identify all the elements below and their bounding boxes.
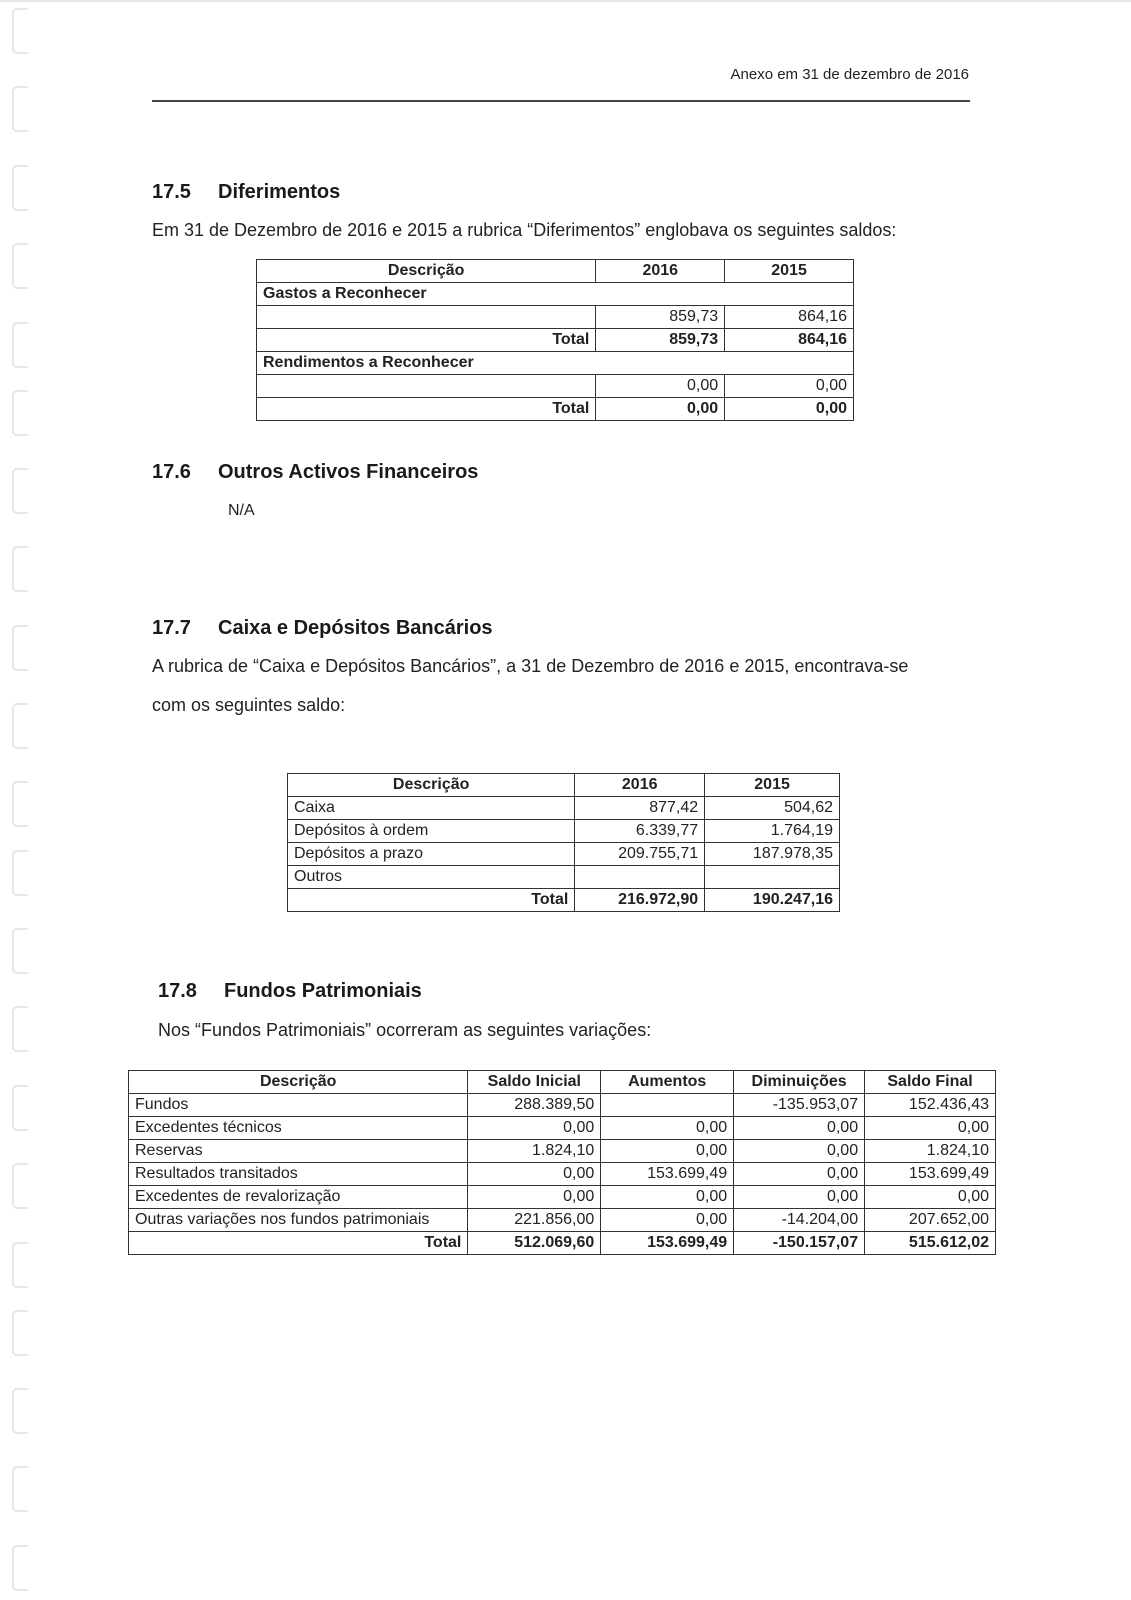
section-intro-line: com os seguintes saldo: — [152, 695, 346, 715]
section-title: Diferimentos — [218, 181, 341, 203]
column-header: Descrição — [129, 1071, 468, 1094]
binder-hole-icon — [12, 165, 28, 211]
section-intro-line: A rubrica de “Caixa e Depósitos Bancários”, a 31 de Dezembro de 2016 e 2015, encontrava-se — [152, 656, 909, 676]
cell-2016: 877,42 — [575, 797, 705, 820]
binder-hole-icon — [12, 1242, 28, 1288]
cell-2016 — [575, 866, 705, 889]
total-saldo-final: 515.612,02 — [865, 1232, 996, 1255]
cell-diminuicoes: 0,00 — [734, 1117, 865, 1140]
table-row — [129, 1163, 996, 1186]
section-number: 17.8 — [158, 980, 197, 1002]
cell-diminuicoes: 0,00 — [734, 1186, 865, 1209]
binder-hole-icon — [12, 243, 28, 289]
total-label: Total — [257, 329, 596, 352]
binder-hole-icon — [12, 1163, 28, 1209]
group-label: Rendimentos a Reconhecer — [257, 352, 854, 375]
group-label-row — [257, 283, 854, 306]
cell-2015: 864,16 — [725, 306, 854, 329]
table-row — [288, 866, 840, 889]
section-title: Fundos Patrimoniais — [224, 980, 422, 1002]
table-row — [288, 843, 840, 866]
caixa-depositos-table — [287, 773, 840, 912]
table-row — [129, 1094, 996, 1117]
total-label: Total — [129, 1232, 468, 1255]
row-label: Outras variações nos fundos patrimoniais — [129, 1209, 468, 1232]
table-row — [129, 1209, 996, 1232]
table-row — [288, 797, 840, 820]
cell-saldo-inicial: 0,00 — [468, 1117, 601, 1140]
row-label: Excedentes técnicos — [129, 1117, 468, 1140]
total-saldo-inicial: 512.069,60 — [468, 1232, 601, 1255]
binder-hole-icon — [12, 390, 28, 436]
binder-hole-icon — [12, 8, 28, 54]
table-header-row — [129, 1071, 996, 1094]
row-label — [257, 375, 596, 398]
section-title: Outros Activos Financeiros — [218, 461, 479, 483]
cell-diminuicoes: -14.204,00 — [734, 1209, 865, 1232]
cell-2016: 859,73 — [596, 306, 725, 329]
total-label: Total — [288, 889, 575, 912]
cell-saldo-inicial: 0,00 — [468, 1186, 601, 1209]
cell-2016: 0,00 — [596, 375, 725, 398]
total-2015: 0,00 — [725, 398, 854, 421]
cell-saldo-final: 0,00 — [865, 1186, 996, 1209]
column-header: Descrição — [257, 260, 596, 283]
table-header-row — [288, 774, 840, 797]
cell-2015: 0,00 — [725, 375, 854, 398]
cell-aumentos: 0,00 — [601, 1209, 734, 1232]
cell-saldo-inicial: 0,00 — [468, 1163, 601, 1186]
cell-saldo-inicial: 288.389,50 — [468, 1094, 601, 1117]
binder-holes — [8, 0, 38, 1600]
binder-hole-icon — [12, 1085, 28, 1131]
cell-saldo-final: 1.824,10 — [865, 1140, 996, 1163]
row-label: Fundos — [129, 1094, 468, 1117]
column-header: Saldo Final — [865, 1071, 996, 1094]
cell-2015: 187.978,35 — [705, 843, 840, 866]
total-row — [257, 329, 854, 352]
binder-hole-icon — [12, 468, 28, 514]
page-edge — [0, 0, 1131, 2]
cell-saldo-final: 152.436,43 — [865, 1094, 996, 1117]
binder-hole-icon — [12, 546, 28, 592]
column-header: 2016 — [596, 260, 725, 283]
column-header: 2015 — [705, 774, 840, 797]
binder-hole-icon — [12, 625, 28, 671]
table-header-row — [257, 260, 854, 283]
binder-hole-icon — [12, 781, 28, 827]
total-2015: 864,16 — [725, 329, 854, 352]
table-row — [129, 1186, 996, 1209]
column-header: Diminuições — [734, 1071, 865, 1094]
cell-saldo-final: 0,00 — [865, 1117, 996, 1140]
row-label: Depósitos a prazo — [288, 843, 575, 866]
column-header: Saldo Inicial — [468, 1071, 601, 1094]
row-label — [257, 306, 596, 329]
cell-saldo-inicial: 1.824,10 — [468, 1140, 601, 1163]
cell-2016: 209.755,71 — [575, 843, 705, 866]
total-row — [129, 1232, 996, 1255]
row-label: Resultados transitados — [129, 1163, 468, 1186]
cell-saldo-final: 207.652,00 — [865, 1209, 996, 1232]
cell-2015: 504,62 — [705, 797, 840, 820]
row-label: Reservas — [129, 1140, 468, 1163]
cell-aumentos: 153.699,49 — [601, 1163, 734, 1186]
section-number: 17.6 — [152, 461, 191, 483]
header-divider — [152, 100, 970, 102]
table-row — [129, 1117, 996, 1140]
total-2015: 190.247,16 — [705, 889, 840, 912]
binder-hole-icon — [12, 1545, 28, 1591]
binder-hole-icon — [12, 1388, 28, 1434]
diferimentos-table — [256, 259, 854, 421]
total-label: Total — [257, 398, 596, 421]
group-label-row — [257, 352, 854, 375]
row-label: Outros — [288, 866, 575, 889]
cell-2016: 6.339,77 — [575, 820, 705, 843]
row-label: Excedentes de revalorização — [129, 1186, 468, 1209]
cell-diminuicoes: 0,00 — [734, 1163, 865, 1186]
column-header: 2015 — [725, 260, 854, 283]
section-heading-17-6 — [152, 461, 478, 484]
cell-aumentos: 0,00 — [601, 1140, 734, 1163]
binder-hole-icon — [12, 322, 28, 368]
section-number: 17.7 — [152, 617, 191, 639]
cell-diminuicoes: -135.953,07 — [734, 1094, 865, 1117]
total-row — [288, 889, 840, 912]
total-2016: 859,73 — [596, 329, 725, 352]
binder-hole-icon — [12, 928, 28, 974]
section-body: N/A — [228, 502, 255, 519]
column-header: Aumentos — [601, 1071, 734, 1094]
row-label: Depósitos à ordem — [288, 820, 575, 843]
table-row — [257, 306, 854, 329]
table-row — [288, 820, 840, 843]
cell-saldo-inicial: 221.856,00 — [468, 1209, 601, 1232]
cell-2015 — [705, 866, 840, 889]
binder-hole-icon — [12, 703, 28, 749]
total-2016: 216.972,90 — [575, 889, 705, 912]
total-diminuicoes: -150.157,07 — [734, 1232, 865, 1255]
column-header: 2016 — [575, 774, 705, 797]
cell-aumentos — [601, 1094, 734, 1117]
section-intro: Nos “Fundos Patrimoniais” ocorreram as seguintes variações: — [158, 1020, 652, 1040]
section-intro: Em 31 de Dezembro de 2016 e 2015 a rubrica “Diferimentos” englobava os seguintes saldos: — [152, 220, 897, 240]
cell-saldo-final: 153.699,49 — [865, 1163, 996, 1186]
section-heading-17-7 — [152, 617, 493, 640]
section-heading-17-8 — [158, 980, 422, 1003]
fundos-patrimoniais-table — [128, 1070, 996, 1255]
total-aumentos: 153.699,49 — [601, 1232, 734, 1255]
binder-hole-icon — [12, 1006, 28, 1052]
column-header: Descrição — [288, 774, 575, 797]
total-2016: 0,00 — [596, 398, 725, 421]
section-number: 17.5 — [152, 181, 191, 203]
total-row — [257, 398, 854, 421]
binder-hole-icon — [12, 850, 28, 896]
cell-aumentos: 0,00 — [601, 1186, 734, 1209]
row-label: Caixa — [288, 797, 575, 820]
binder-hole-icon — [12, 1310, 28, 1356]
group-label: Gastos a Reconhecer — [257, 283, 854, 306]
table-row — [257, 375, 854, 398]
page-header: Anexo em 31 de dezembro de 2016 — [730, 66, 969, 83]
cell-aumentos: 0,00 — [601, 1117, 734, 1140]
binder-hole-icon — [12, 1466, 28, 1512]
cell-diminuicoes: 0,00 — [734, 1140, 865, 1163]
section-heading-17-5 — [152, 181, 340, 204]
table-row — [129, 1140, 996, 1163]
cell-2015: 1.764,19 — [705, 820, 840, 843]
binder-hole-icon — [12, 86, 28, 132]
section-title: Caixa e Depósitos Bancários — [218, 617, 493, 639]
